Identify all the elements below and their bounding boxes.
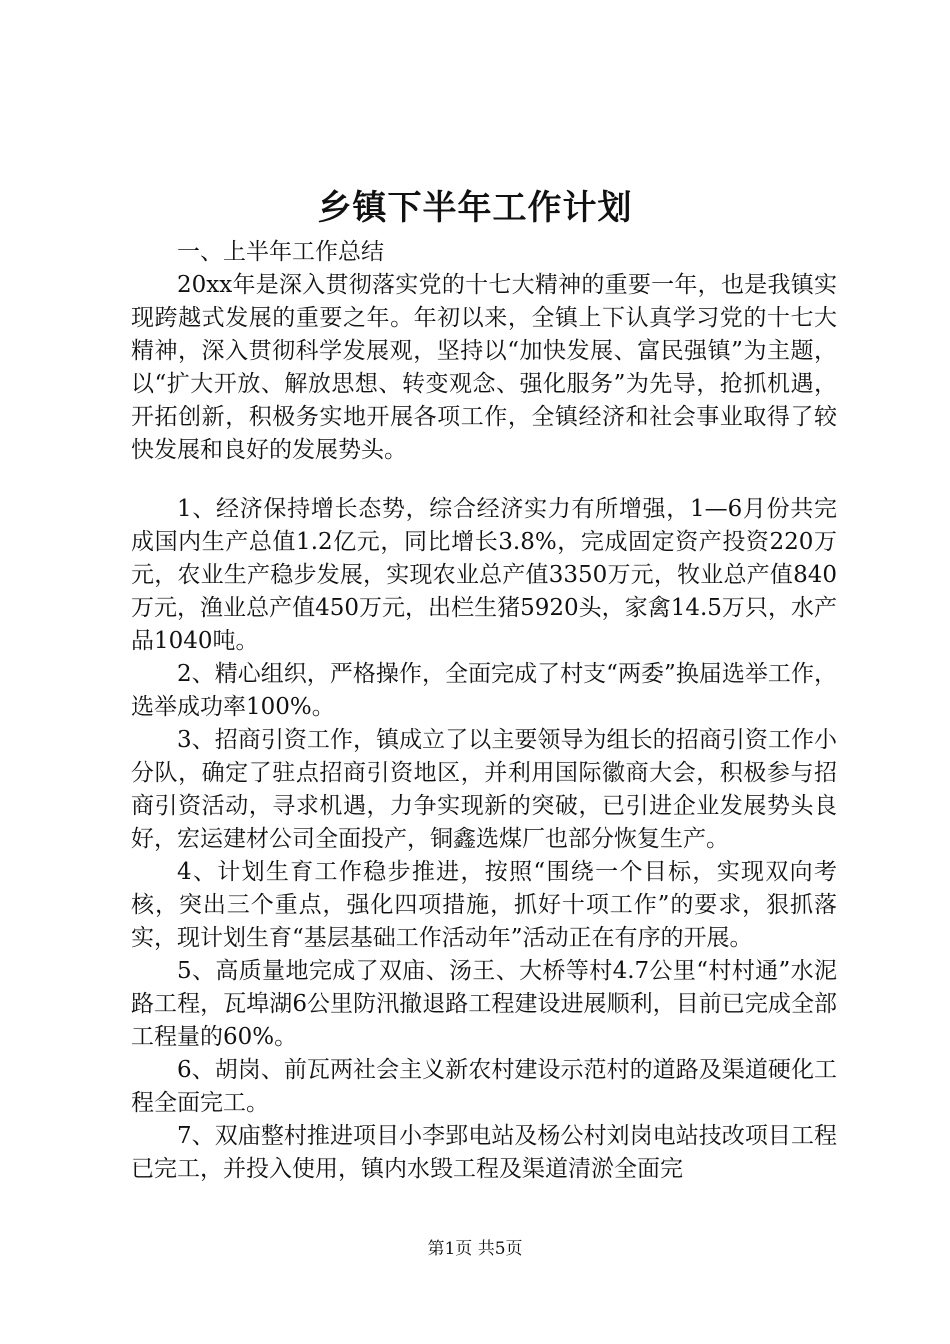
page-indicator: 第1页 共5页	[427, 1239, 523, 1259]
paragraph-item-4: 4、计划生育工作稳步推进，按照“围绕一个目标，实现双向考核，突出三个重点，强化四项措施，抓好十项工作”的要求，狠抓落实，现计划生育“基层基础工作活动年”活动正在有序的开展。	[131, 859, 837, 951]
paragraph-item-2: 2、精心组织，严格操作，全面完成了村支“两委”换届选举工作，选举成功率100%。	[131, 661, 837, 720]
paragraph-intro: 20xx年是深入贯彻落实党的十七大精神的重要一年，也是我镇实现跨越式发展的重要之年。年初以来，全镇上下认真学习党的十七大精神，深入贯彻科学发展观，坚持以“加快发展、富民强镇”为主题，以“扩大开放、解放思想、转变观念、强化服务”为先导，抢抓机遇，开拓创新，积极务实地开展各项工作，全镇经济和社会事业取得了较快发展和良好的发展势头。	[131, 272, 837, 463]
paragraph-item-6: 6、胡岗、前瓦两社会主义新农村建设示范村的道路及渠道硬化工程全面完工。	[131, 1057, 837, 1116]
paragraph-item-1: 1、经济保持增长态势，综合经济实力有所增强，1—6月份共完成国内生产总值1.2亿元，同比增长3.8%，完成固定资产投资220万元，农业生产稳步发展，实现农业总产值3350万元，牧业总产值840万元，渔业总产值450万元，出栏生猪5920头，家禽14.5万只，水产品1040吨。	[131, 496, 837, 654]
paragraph-item-5: 5、高质量地完成了双庙、汤王、大桥等村4.7公里“村村通”水泥路工程，瓦埠湖6公里防汛撤退路工程建设进展顺利，目前已完成全部工程量的60%。	[131, 958, 837, 1050]
paragraph-item-7: 7、双庙整村推进项目小李郢电站及杨公村刘岗电站技改项目工程已完工，并投入使用，镇内水毁工程及渠道清淤全面完	[131, 1123, 837, 1182]
document-title: 乡镇下半年工作计划	[317, 188, 633, 228]
section-heading: 一、上半年工作总结	[177, 239, 384, 265]
paragraph-item-3: 3、招商引资工作，镇成立了以主要领导为组长的招商引资工作小分队，确定了驻点招商引资地区，并利用国际徽商大会，积极参与招商引资活动，寻求机遇，力争实现新的突破，已引进企业发展势头良好，宏运建材公司全面投产，铜鑫选煤厂也部分恢复生产。	[131, 727, 837, 852]
document-body	[131, 236, 837, 1186]
